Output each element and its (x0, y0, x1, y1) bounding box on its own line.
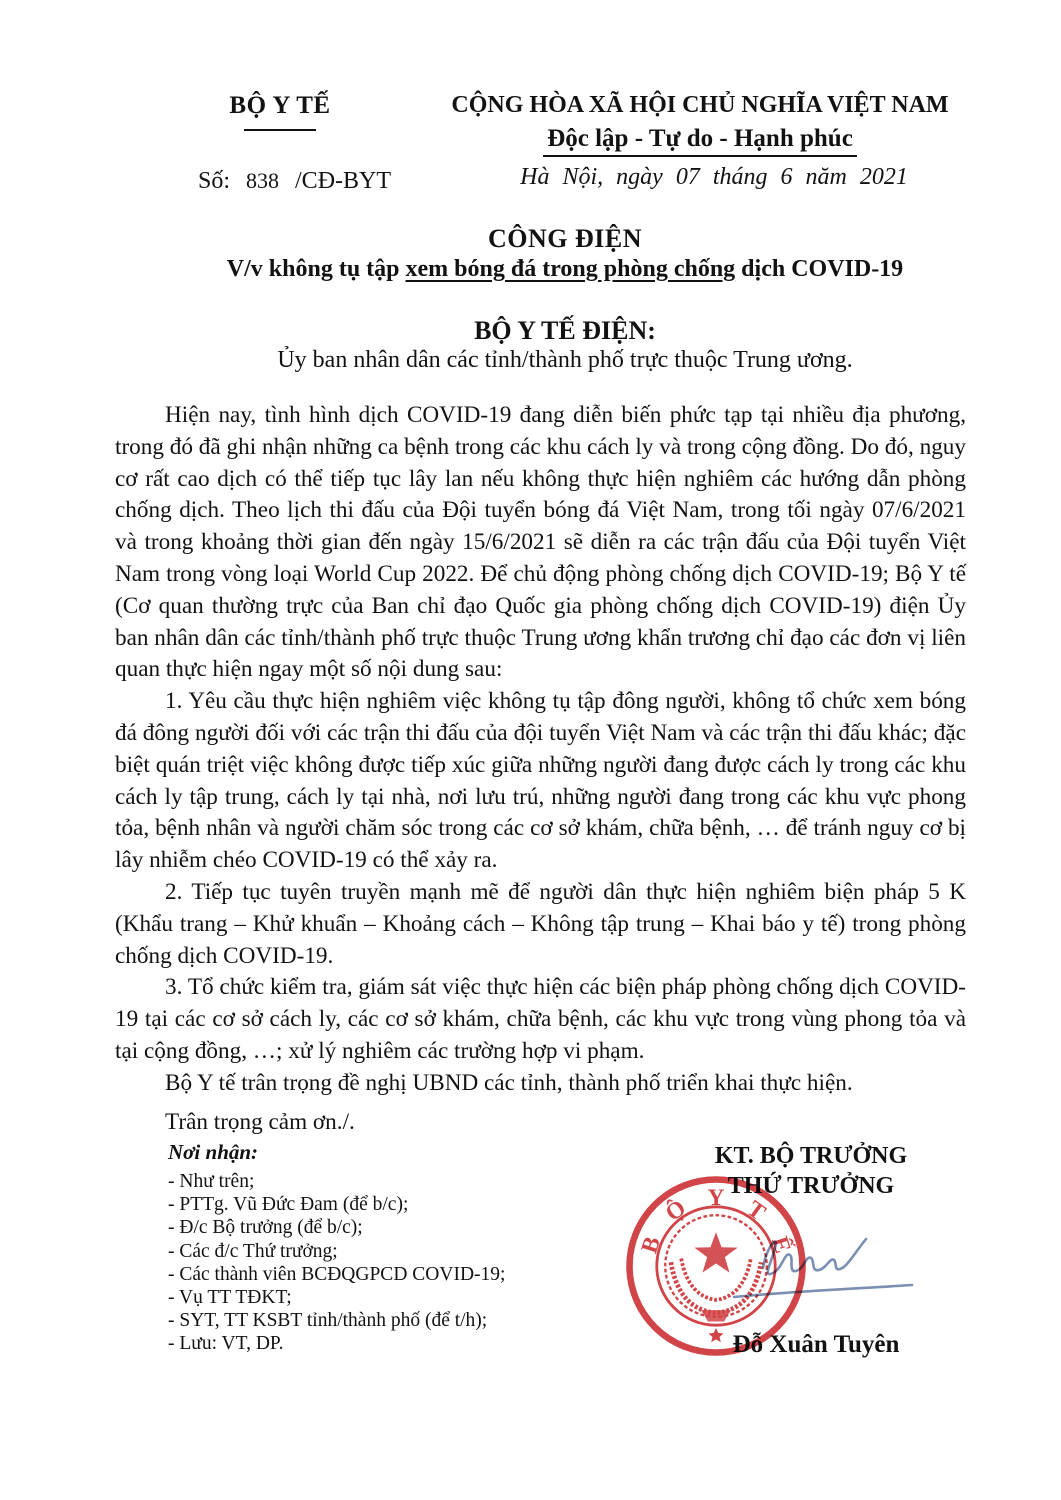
document-number-value: 838 (246, 168, 280, 193)
document-type-title: CÔNG ĐIỆN (487, 224, 642, 253)
signer-position-line: THỨ TRƯỞNG (727, 1173, 895, 1199)
document-number-suffix: /CĐ-BYT (295, 168, 392, 194)
subject-suffix: dịch COVID-19 (735, 256, 904, 282)
body-paragraph-item-1: 1. Yêu cầu thực hiện nghiêm việc không tụ tập đông người, không tổ chức xem bóng đá đông người đối với các trận thi đấu của đội tuyển Việt Nam và các trận thi đấu khác; đặc biệt quán triệt việc không được tiếp xúc giữa những người đang được cách ly trong các khu cách ly tập trung, cách ly tại nhà, nơi lưu trú, những người đang trong các khu vực phong tỏa, bệnh nhân và người chăm sóc trong các cơ sở khám, chữa bệnh, … để tránh nguy cơ bị lây nhiễm chéo COVID-19 có thể xảy ra. (115, 688, 966, 874)
issuing-org-block (155, 92, 405, 131)
body-paragraph-item-3: 3. Tổ chức kiểm tra, giám sát việc thực hiện các biện pháp phòng chống dịch COVID-19 tại các cơ sở cách ly, các cơ sở khám, chữa bệnh, các khu vực trong vùng phong tỏa và tại cộng đồng, …; xử lý nghiêm các trường hợp vi phạm. (115, 974, 966, 1064)
salutation-line: BỘ Y TẾ ĐIỆN: (474, 316, 656, 345)
stamp-letter: B (636, 1233, 667, 1257)
addressee-line: Ủy ban nhân dân các tỉnh/thành phố trực thuộc Trung ương. (277, 347, 853, 373)
recipient-item: - Vụ TT TĐKT; (168, 1287, 292, 1309)
recipients-list (168, 1170, 598, 1356)
recipients-label: Nơi nhận: (168, 1140, 259, 1164)
signer-name: Đỗ Xuân Tuyên (732, 1331, 900, 1358)
official-red-stamp-icon (622, 1172, 810, 1360)
recipients-block (168, 1140, 598, 1356)
stamp-letter: Ế (765, 1233, 796, 1257)
recipient-item: - Lưu: VT, DP. (168, 1333, 284, 1355)
place-and-date-line: Hà Nội, ngày 07 tháng 6 năm 2021 (520, 164, 908, 190)
document-number-label: Số: (198, 168, 231, 194)
body-paragraph-item-2: 2. Tiếp tục tuyên truyền mạnh mẽ để người dân thực hiện nghiêm biện pháp 5 K (Khẩu trang – Khử khuẩn – Khoảng cách – Không tập trung – Khai báo y tế) trong phòng chống dịch COVID-19. (115, 878, 966, 969)
document-body (115, 400, 966, 1138)
body-paragraph-intro: Hiện nay, tình hình dịch COVID-19 đang diễn biến phức tạp tại nhiều địa phương, trong đó đã ghi nhận những ca bệnh trong các khu cách ly và trong cộng đồng. Do đó, nguy cơ rất cao dịch có thể tiếp tục lây lan nếu không thực hiện nghiêm các hướng dẫn phòng chống dịch. Theo lịch thi đấu của Đội tuyển bóng đá Việt Nam, trong tối ngày 07/6/2021 và trong khoảng thời gian đến ngày 15/6/2021 sẽ diễn ra các trận đấu của Đội tuyển Việt Nam trong vòng loại World Cup 2022. Để chủ động phòng chống dịch COVID-19; Bộ Y tế (Cơ quan thường trực của Ban chỉ đạo Quốc gia phòng chống dịch COVID-19) điện Ủy ban nhân dân các tỉnh/thành phố trực thuộc Trung ương khẩn trương chỉ đạo các đơn vị liên quan thực hiện ngay một số nội dung sau: (115, 402, 966, 683)
recipient-item: - Các đ/c Thứ trưởng; (168, 1240, 338, 1262)
national-motto-line1: CỘNG HÒA XÃ HỘI CHỦ NGHĨA VIỆT NAM (451, 92, 949, 118)
body-paragraph-request: Bộ Y tế trân trọng đề nghị UBND các tỉnh, thành phố triển khai thực hiện. (165, 1069, 853, 1096)
recipient-item: - SYT, TT KSBT tỉnh/thành phố (để t/h); (168, 1310, 488, 1332)
signer-authority-line: KT. BỘ TRƯỞNG (714, 1143, 908, 1169)
stamp-letter: T (742, 1195, 771, 1227)
recipient-item: - Như trên; (168, 1171, 255, 1192)
subject-prefix: V/v không tụ tập (226, 256, 406, 282)
national-header-block (412, 92, 988, 191)
body-paragraph-thanks: Trân trọng cảm ơn./. (165, 1108, 355, 1135)
issuing-org-name: BỘ Y TẾ (229, 92, 331, 119)
subject-underlined-part: xem bóng đá trong phòng chống (405, 256, 736, 282)
stamp-letter: Y (707, 1184, 725, 1211)
org-underline-rule (244, 129, 316, 131)
recipient-item: - Các thành viên BCĐQGPCD COVID-19; (168, 1263, 506, 1285)
stamp-star-icon (694, 1232, 737, 1272)
recipient-item: - PTTg. Vũ Đức Đam (để b/c); (168, 1194, 409, 1216)
stamp-letter: Ộ (660, 1195, 692, 1227)
document-subject-line (130, 256, 1000, 283)
recipient-item: - Đ/c Bộ trưởng (để b/c); (168, 1217, 363, 1239)
document-number-line (198, 168, 391, 195)
national-motto-line2: Độc lập - Tự do - Hạnh phúc (543, 125, 857, 157)
